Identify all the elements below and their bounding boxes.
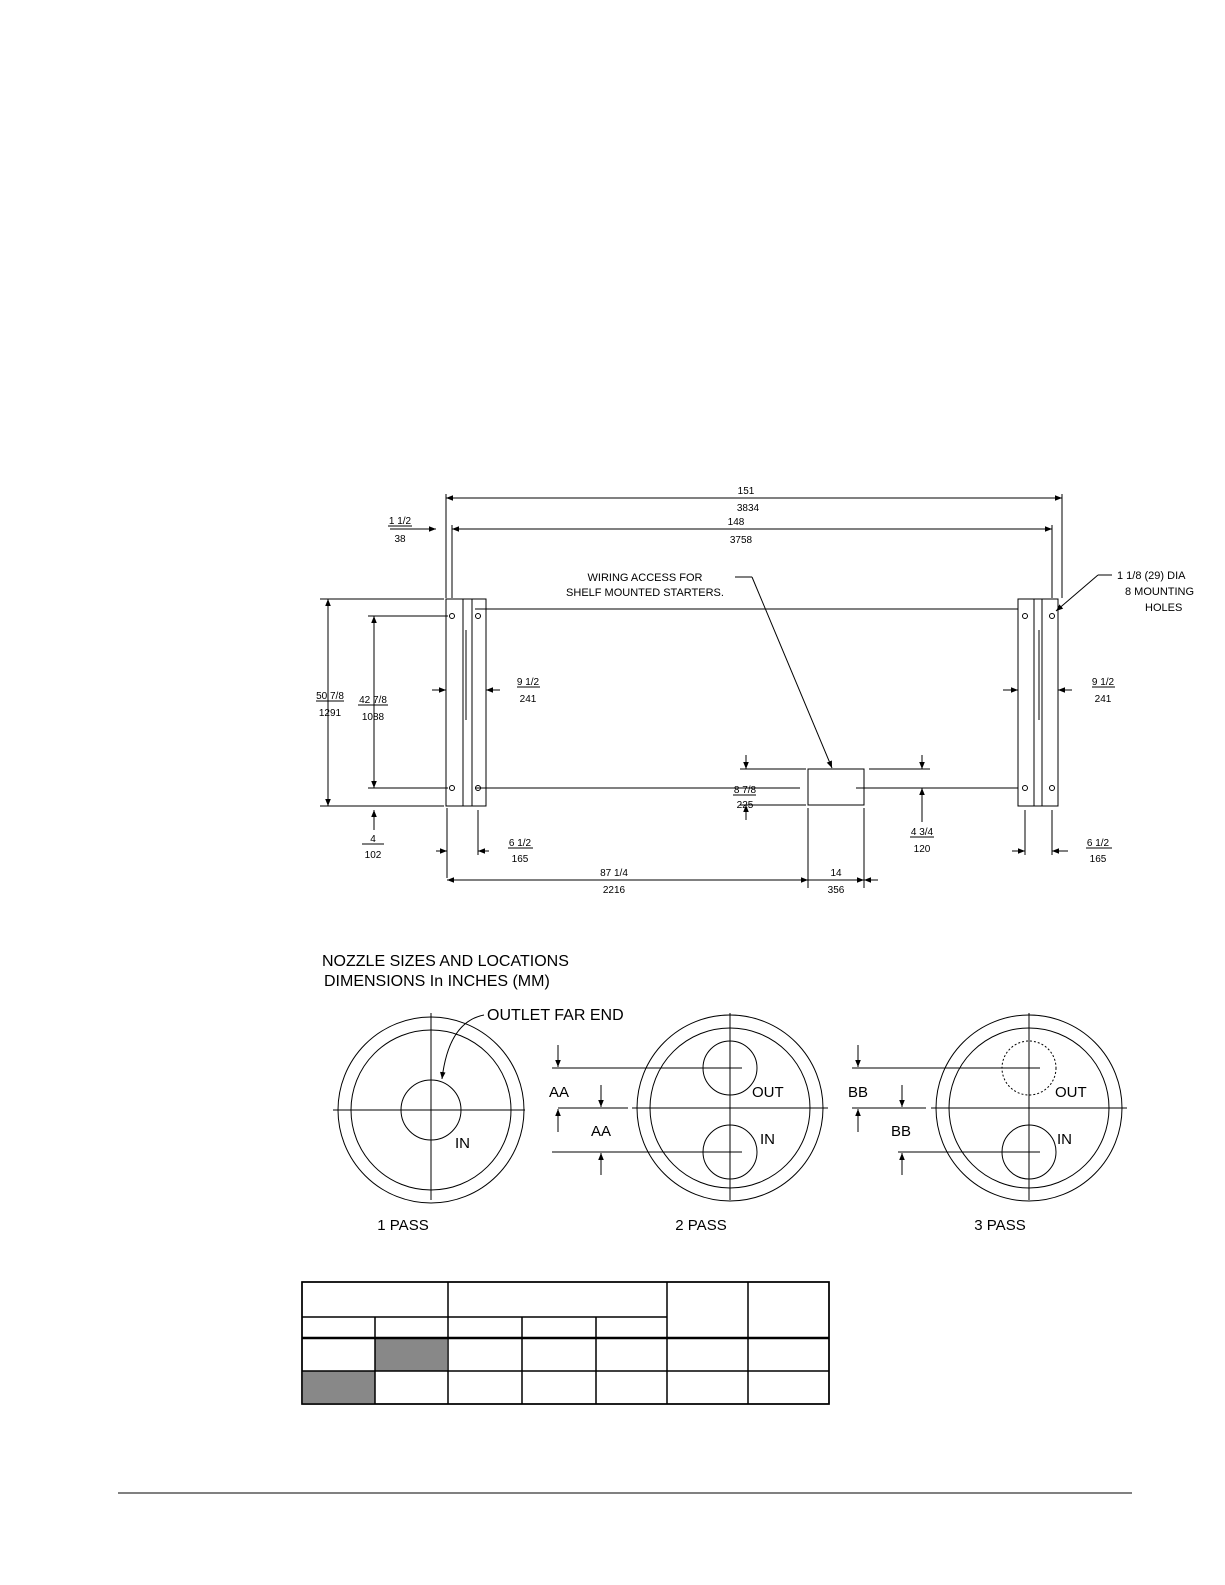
dim-box-width-frac: 14 bbox=[830, 868, 842, 879]
dim-overall-frac: 151 bbox=[737, 486, 755, 497]
pass-2-aa-outer: AA bbox=[549, 1084, 570, 1101]
pass-2-out-label: OUT bbox=[752, 1084, 784, 1101]
dim-foot-width-right-mm: 241 bbox=[1094, 694, 1112, 705]
pass-3-bb-inner: BB bbox=[891, 1123, 912, 1140]
dim-foot-depth-left-mm: 165 bbox=[511, 854, 529, 865]
mounting-hole bbox=[1050, 786, 1055, 791]
pass-3-view bbox=[852, 1013, 1127, 1201]
dim-holes-frac: 148 bbox=[727, 517, 745, 528]
shaded-cell bbox=[375, 1338, 447, 1371]
dim-overall-mm: 3834 bbox=[736, 503, 760, 514]
dim-left-offset-mm: 38 bbox=[394, 534, 406, 545]
wiring-access-box bbox=[808, 769, 864, 805]
wiring-note-line-1: WIRING ACCESS FOR bbox=[587, 572, 703, 584]
dim-height-frac: 50 7/8 bbox=[316, 691, 344, 702]
mounting-hole bbox=[1023, 786, 1028, 791]
dim-box-height-frac: 8 7/8 bbox=[733, 785, 757, 796]
outlet-leader bbox=[442, 1015, 484, 1079]
dim-box-offset-frac: 4 3/4 bbox=[910, 827, 934, 838]
mounting-hole bbox=[450, 786, 455, 791]
nozzle-subtitle: DIMENSIONS In INCHES (MM) bbox=[324, 973, 550, 990]
dim-foot-width-left-frac: 9 1/2 bbox=[516, 677, 540, 688]
pass-3-in-label: IN bbox=[1057, 1131, 1072, 1148]
mounting-hole bbox=[1023, 614, 1028, 619]
dim-box-offset-mm: 120 bbox=[913, 844, 931, 855]
dim-left-offset-frac: 1 1/2 bbox=[388, 516, 412, 527]
pass-2-label: 2 PASS bbox=[675, 1217, 727, 1234]
dim-bottom-left-mm: 102 bbox=[364, 850, 382, 861]
dim-bottom-left-frac: 4 bbox=[370, 834, 376, 845]
mounting-hole bbox=[476, 614, 481, 619]
dim-foot-depth-left-frac: 6 1/2 bbox=[508, 838, 532, 849]
dim-to-box-mm: 2216 bbox=[602, 885, 626, 896]
right-foot bbox=[1018, 599, 1058, 806]
pass-2-in-label: IN bbox=[760, 1131, 775, 1148]
dim-foot-depth-right-mm: 165 bbox=[1089, 854, 1107, 865]
dim-box-width-mm: 356 bbox=[827, 885, 845, 896]
nozzle-title: NOZZLE SIZES AND LOCATIONS bbox=[322, 953, 569, 970]
shaded-cell bbox=[302, 1371, 375, 1404]
dim-height-mm: 1291 bbox=[318, 708, 342, 719]
mounting-hole bbox=[450, 614, 455, 619]
nozzle-table bbox=[302, 1282, 829, 1404]
pass-1-in-label: IN bbox=[455, 1135, 470, 1152]
dim-box-height-mm: 225 bbox=[736, 800, 754, 811]
outlet-label: OUTLET FAR END bbox=[487, 1007, 624, 1024]
dim-holes-mm: 3758 bbox=[729, 535, 753, 546]
dim-foot-depth-right-frac: 6 1/2 bbox=[1086, 838, 1110, 849]
wiring-note-line-2: SHELF MOUNTED STARTERS. bbox=[566, 587, 724, 599]
hole-note-line-3: HOLES bbox=[1145, 602, 1183, 614]
wiring-leader bbox=[752, 577, 832, 768]
pass-2-aa-inner: AA bbox=[591, 1123, 612, 1140]
hole-note-line-1: 1 1/8 (29) DIA bbox=[1117, 570, 1186, 582]
pass-3-label: 3 PASS bbox=[974, 1217, 1026, 1234]
pass-2-view bbox=[552, 1013, 828, 1201]
dim-to-box-frac: 87 1/4 bbox=[600, 868, 628, 879]
dim-holes-height-mm: 1088 bbox=[361, 712, 385, 723]
dim-foot-width-right-frac: 9 1/2 bbox=[1091, 677, 1115, 688]
hole-note-line-2: 8 MOUNTING bbox=[1125, 586, 1195, 598]
plan-view bbox=[316, 494, 1115, 888]
dim-foot-width-left-mm: 241 bbox=[519, 694, 537, 705]
mounting-hole bbox=[1050, 614, 1055, 619]
pass-3-bb-outer: BB bbox=[848, 1084, 869, 1101]
pass-1-view bbox=[333, 1013, 525, 1203]
pass-1-label: 1 PASS bbox=[377, 1217, 429, 1234]
pass-3-out-label: OUT bbox=[1055, 1084, 1087, 1101]
dim-holes-height-frac: 42 7/8 bbox=[359, 695, 387, 706]
